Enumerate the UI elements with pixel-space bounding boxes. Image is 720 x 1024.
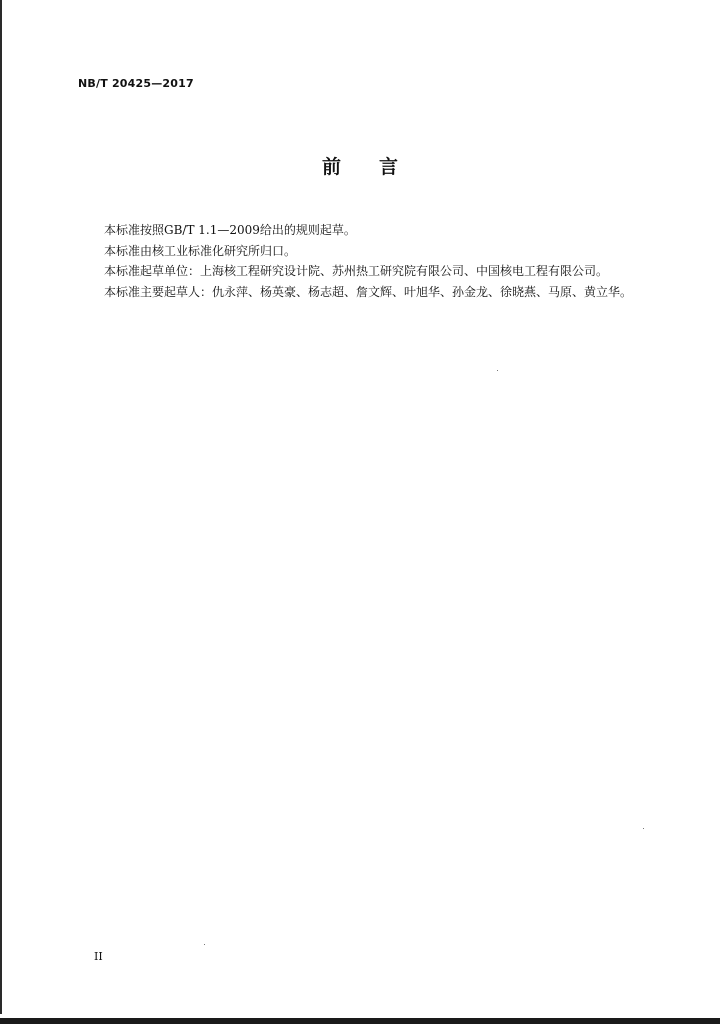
foreword-body <box>104 220 684 302</box>
scan-speck <box>497 370 498 371</box>
page-number: II <box>94 950 103 963</box>
scan-speck <box>204 944 205 945</box>
foreword-line-drafting-units: 本标准起草单位：上海核工程研究设计院、苏州热工研究院有限公司、中国核电工程有限公司。 <box>104 264 609 278</box>
scan-speck <box>643 828 644 829</box>
standard-code-header: NB/T 20425—2017 <box>78 77 194 90</box>
foreword-line-drafters: 本标准主要起草人：仇永萍、杨英豪、杨志超、詹文辉、叶旭华、孙金龙、徐晓燕、马原、黄立华。 <box>104 284 633 299</box>
page-title <box>0 152 720 179</box>
foreword-line-drafting-rules: 本标准按照GB/T 1.1—2009给出的规则起草。 <box>104 223 356 237</box>
foreword-line-responsible-body: 本标准由核工业标准化研究所归口。 <box>104 243 297 258</box>
page-bottom-edge <box>0 1018 720 1024</box>
title-char-1: 前 <box>321 156 341 178</box>
title-char-2: 言 <box>379 156 399 178</box>
